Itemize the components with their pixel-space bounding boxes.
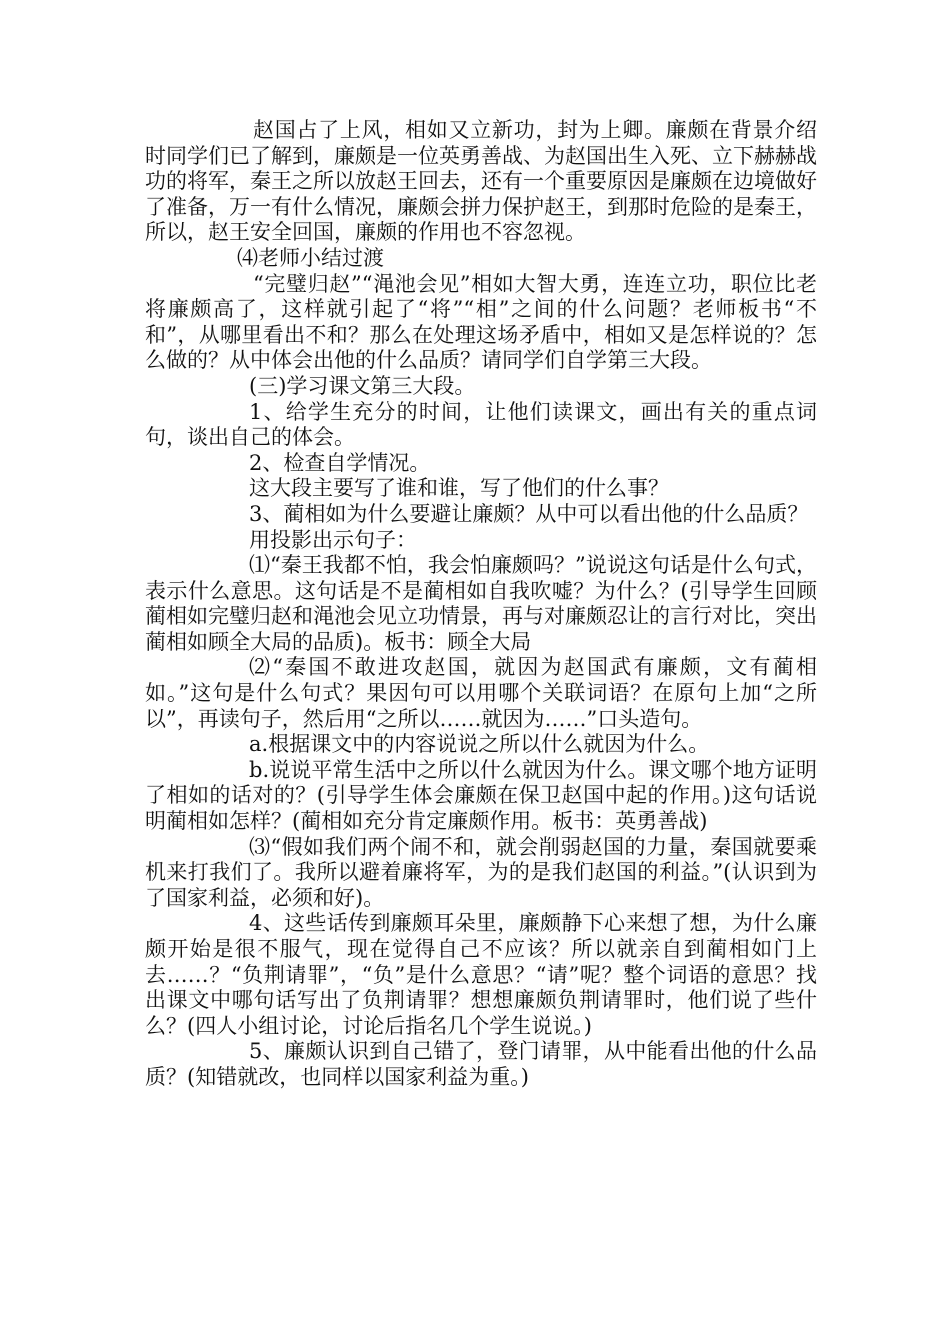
list-item: 1、给学生充分的时间，让他们读课文，画出有关的重点词句，谈出自己的体会。 [145,399,817,450]
sentence-item: ⑴“秦王我都不怕，我会怕廉颇吗？”说说这句话是什么句式，表示什么意思。这句话是不是蔺相如自我吹嘘？为什么？(引导学生回顾蔺相如完璧归赵和渑池会见立功情景，再与对廉颇忍让的言行对比，突出蔺相如顾全大局的品质)。板书：顾全大局 [145,553,817,654]
paragraph: “完璧归赵”“渑池会见”相如大智大勇，连连立功，职位比老将廉颇高了，这样就引起了“将”“相”之间的什么问题？老师板书“不和”，从哪里看出不和？那么在处理这场矛盾中，相如又是怎样说的？怎么做的？从中体会出他的什么品质？请同学们自学第三大段。 [145,271,817,373]
section-heading: (三)学习课文第三大段。 [249,373,476,398]
list-item: 4、这些话传到廉颇耳朵里，廉颇静下心来想了想，为什么廉颇开始是很不服气，现在觉得自己不应该？所以就亲自到蔺相如门上去……？“负荆请罪”，“负”是什么意思？“请”呢？整个词语的意思？找出课文中哪句话写出了负荆请罪？想想廉颇负荆请罪时，他们说了些什么？(四人小组讨论，讨论后指名几个学生说说。) [145,911,817,1038]
sub-item: a.根据课文中的内容说说之所以什么就因为什么。 [249,732,710,757]
sub-item: b.说说平常生活中之所以什么就因为什么。课文哪个地方证明了相如的话对的？(引导学生体会廉颇在保卫赵国中起的作用。)这句话说明蔺相如怎样？(蔺相如充分肯定廉颇作用。板书：英勇善战) [145,757,817,834]
list-item: 2、检查自学情况。 [249,450,431,475]
document-body [145,118,817,1091]
list-item: 3、蔺相如为什么要避让廉颇？从中可以看出他的什么品质？ [249,501,809,526]
sentence-item: ⑶“假如我们两个闹不和，就会削弱赵国的力量，秦国就要乘机来打我们了。我所以避着廉将军，为的是我们赵国的利益。”(认识到为了国家利益，必须和好)。 [145,834,817,910]
paragraph: 赵国占了上风，相如又立新功，封为上卿。廉颇在背景介绍时同学们已了解到，廉颇是一位英勇善战、为赵国出生入死、立下赫赫战功的将军，秦王之所以放赵王回去，还有一个重要原因是廉颇在边境做好了准备，万一有什么情况，廉颇会拼力保护赵王，到那时危险的是秦王，所以，赵王安全回国，廉颇的作用也不容忽视。 [145,118,817,245]
paragraph: 这大段主要写了谁和谁，写了他们的什么事？ [249,476,669,501]
sentence-item: ⑵“秦国不敢进攻赵国，就因为赵国武有廉颇，文有蔺相如。”这句是什么句式？果因句可以用哪个关联词语？在原句上加“之所以”，再读句子，然后用“之所以……就因为……”口头造句。 [145,655,817,731]
list-item: 5、廉颇认识到自己错了，登门请罪，从中能看出他的什么品质？(知错就改，也同样以国家利益为重。) [145,1039,817,1089]
paragraph: 用投影出示句子： [249,527,417,552]
section-heading: ⑷老师小结过渡 [237,245,384,270]
